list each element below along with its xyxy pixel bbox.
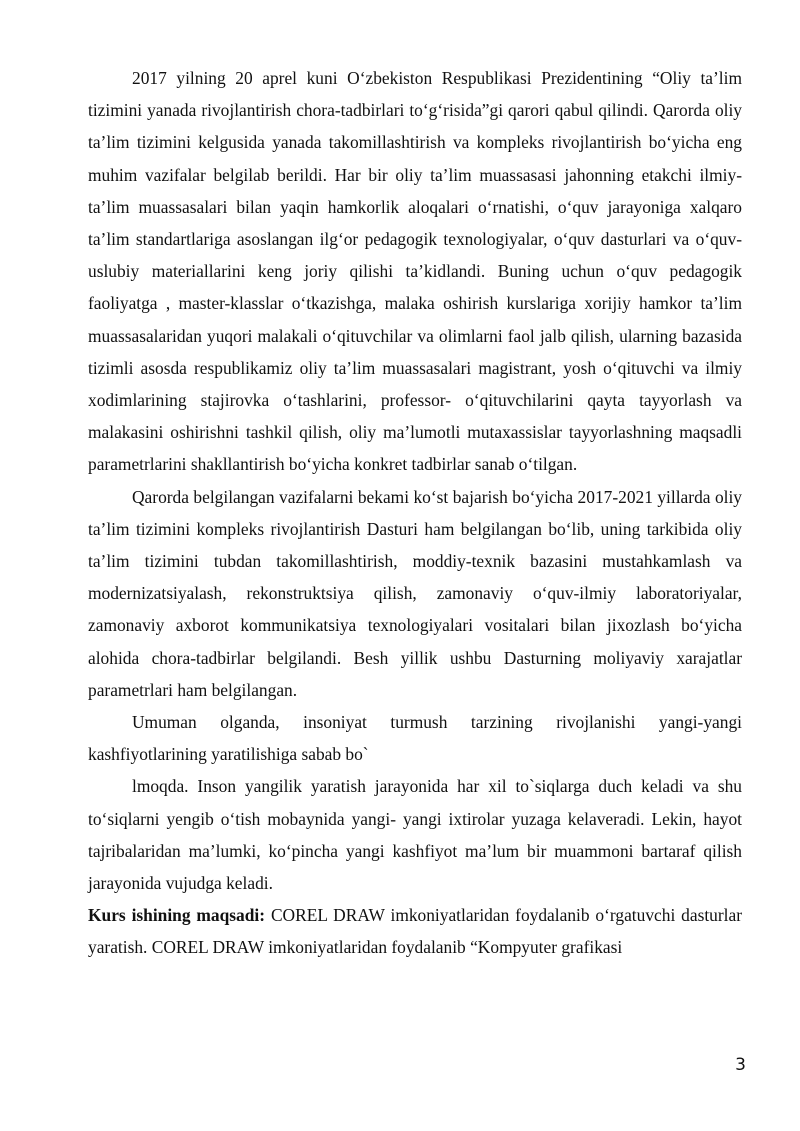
goal-text: COREL DRAW imkoniyatlaridan foydalanib o‘rgatuvchi dasturlar yaratish. COREL DRAW imkoniyatlaridan foydalanib “Kompyuter grafikasi (88, 905, 742, 958)
page-number: 3 (735, 1055, 746, 1075)
goal-label: Kurs ishining maqsadi: (88, 905, 266, 926)
paragraph-program: Qarorda belgilangan vazifalarni bekami ko‘st bajarish bo‘yicha 2017-2021 yillarda oliy ta’lim tizimini kompleks rivojlantirish Dasturi ham belgilangan bo‘lib, uning tarkibida oliy ta’lim tizimini tubdan takomillashtirish, moddiy-texnik bazasini mustahkamlash va modernizatsiyalash, rekonstruktsiya qilish, zamonaviy o‘quv-ilmiy laboratoriyalar, zamonaviy axborot kommunikatsiya texnologiyalari vositalari bilan jixozlash bo‘yicha alohida chora-tadbirlar belgilandi. Besh yillik ushbu Dasturning moliyaviy xarajatlar parametrlari ham belgilangan. (88, 486, 742, 700)
paragraph-discoveries: Umuman olganda, insoniyat turmush tarzining rivojlanishi yangi-yangi kashfiyotlarining yaratilishiga sabab bo` (88, 712, 742, 765)
paragraph-obstacles: lmoqda. Inson yangilik yaratish jarayonida har xil to`siqlarga duch keladi va shu to‘siqlarni yengib o‘tish mobaynida yangi- yangi ixtirolar yuzaga kelaveradi. Lekin, hayot tajribalaridan ma’lumki, ko‘pincha yangi kashfiyot ma’lum bir muammoni bartaraf qilish jarayonida vujudga keladi. (88, 776, 742, 894)
body-text (88, 62, 742, 964)
paragraph-goal (88, 899, 742, 963)
paragraph-decree: 2017 yilning 20 aprel kuni O‘zbekiston Respublikasi Prezidentining “Oliy ta’lim tizimini yanada rivojlantirish chora-tadbirlari to‘g‘risida”gi qarori qabul qilindi. Qarorda oliy ta’lim tizimini kelgusida yanada takomillashtirish va kompleks rivojlantirish bo‘yicha eng muhim vazifalar belgilab berildi. Har bir oliy ta’lim muassasasi jahonning etakchi ilmiy-ta’lim muassasalari bilan yaqin hamkorlik aloqalari o‘rnatishi, o‘quv jarayoniga xalqaro ta’lim standartlariga asoslangan ilg‘or pedagogik texnologiyalar, o‘quv dasturlari va o‘quv-uslubiy materiallarini keng joriy qilishi ta’kidlandi. Buning uchun o‘quv pedagogik faoliyatga , master-klasslar o‘tkazishga, malaka oshirish kurslariga xorijiy hamkor ta’lim muassasalaridan yuqori malakali o‘qituvchilar va olimlarni faol jalb qilish, ularning bazasida tizimli asosda respublikamiz oliy ta’lim muassasalari magistrant, yosh o‘qituvchi va ilmiy xodimlarining stajirovka o‘tashlarini, professor- o‘qituvchilarini qayta tayyorlash va malakasini oshirishni tashkil qilish, oliy ma’lumotli mutaxassislar tayyorlashning maqsadli parametrlarini shakllantirish bo‘yicha konkret tadbirlar sanab o‘tilgan. (88, 68, 742, 475)
